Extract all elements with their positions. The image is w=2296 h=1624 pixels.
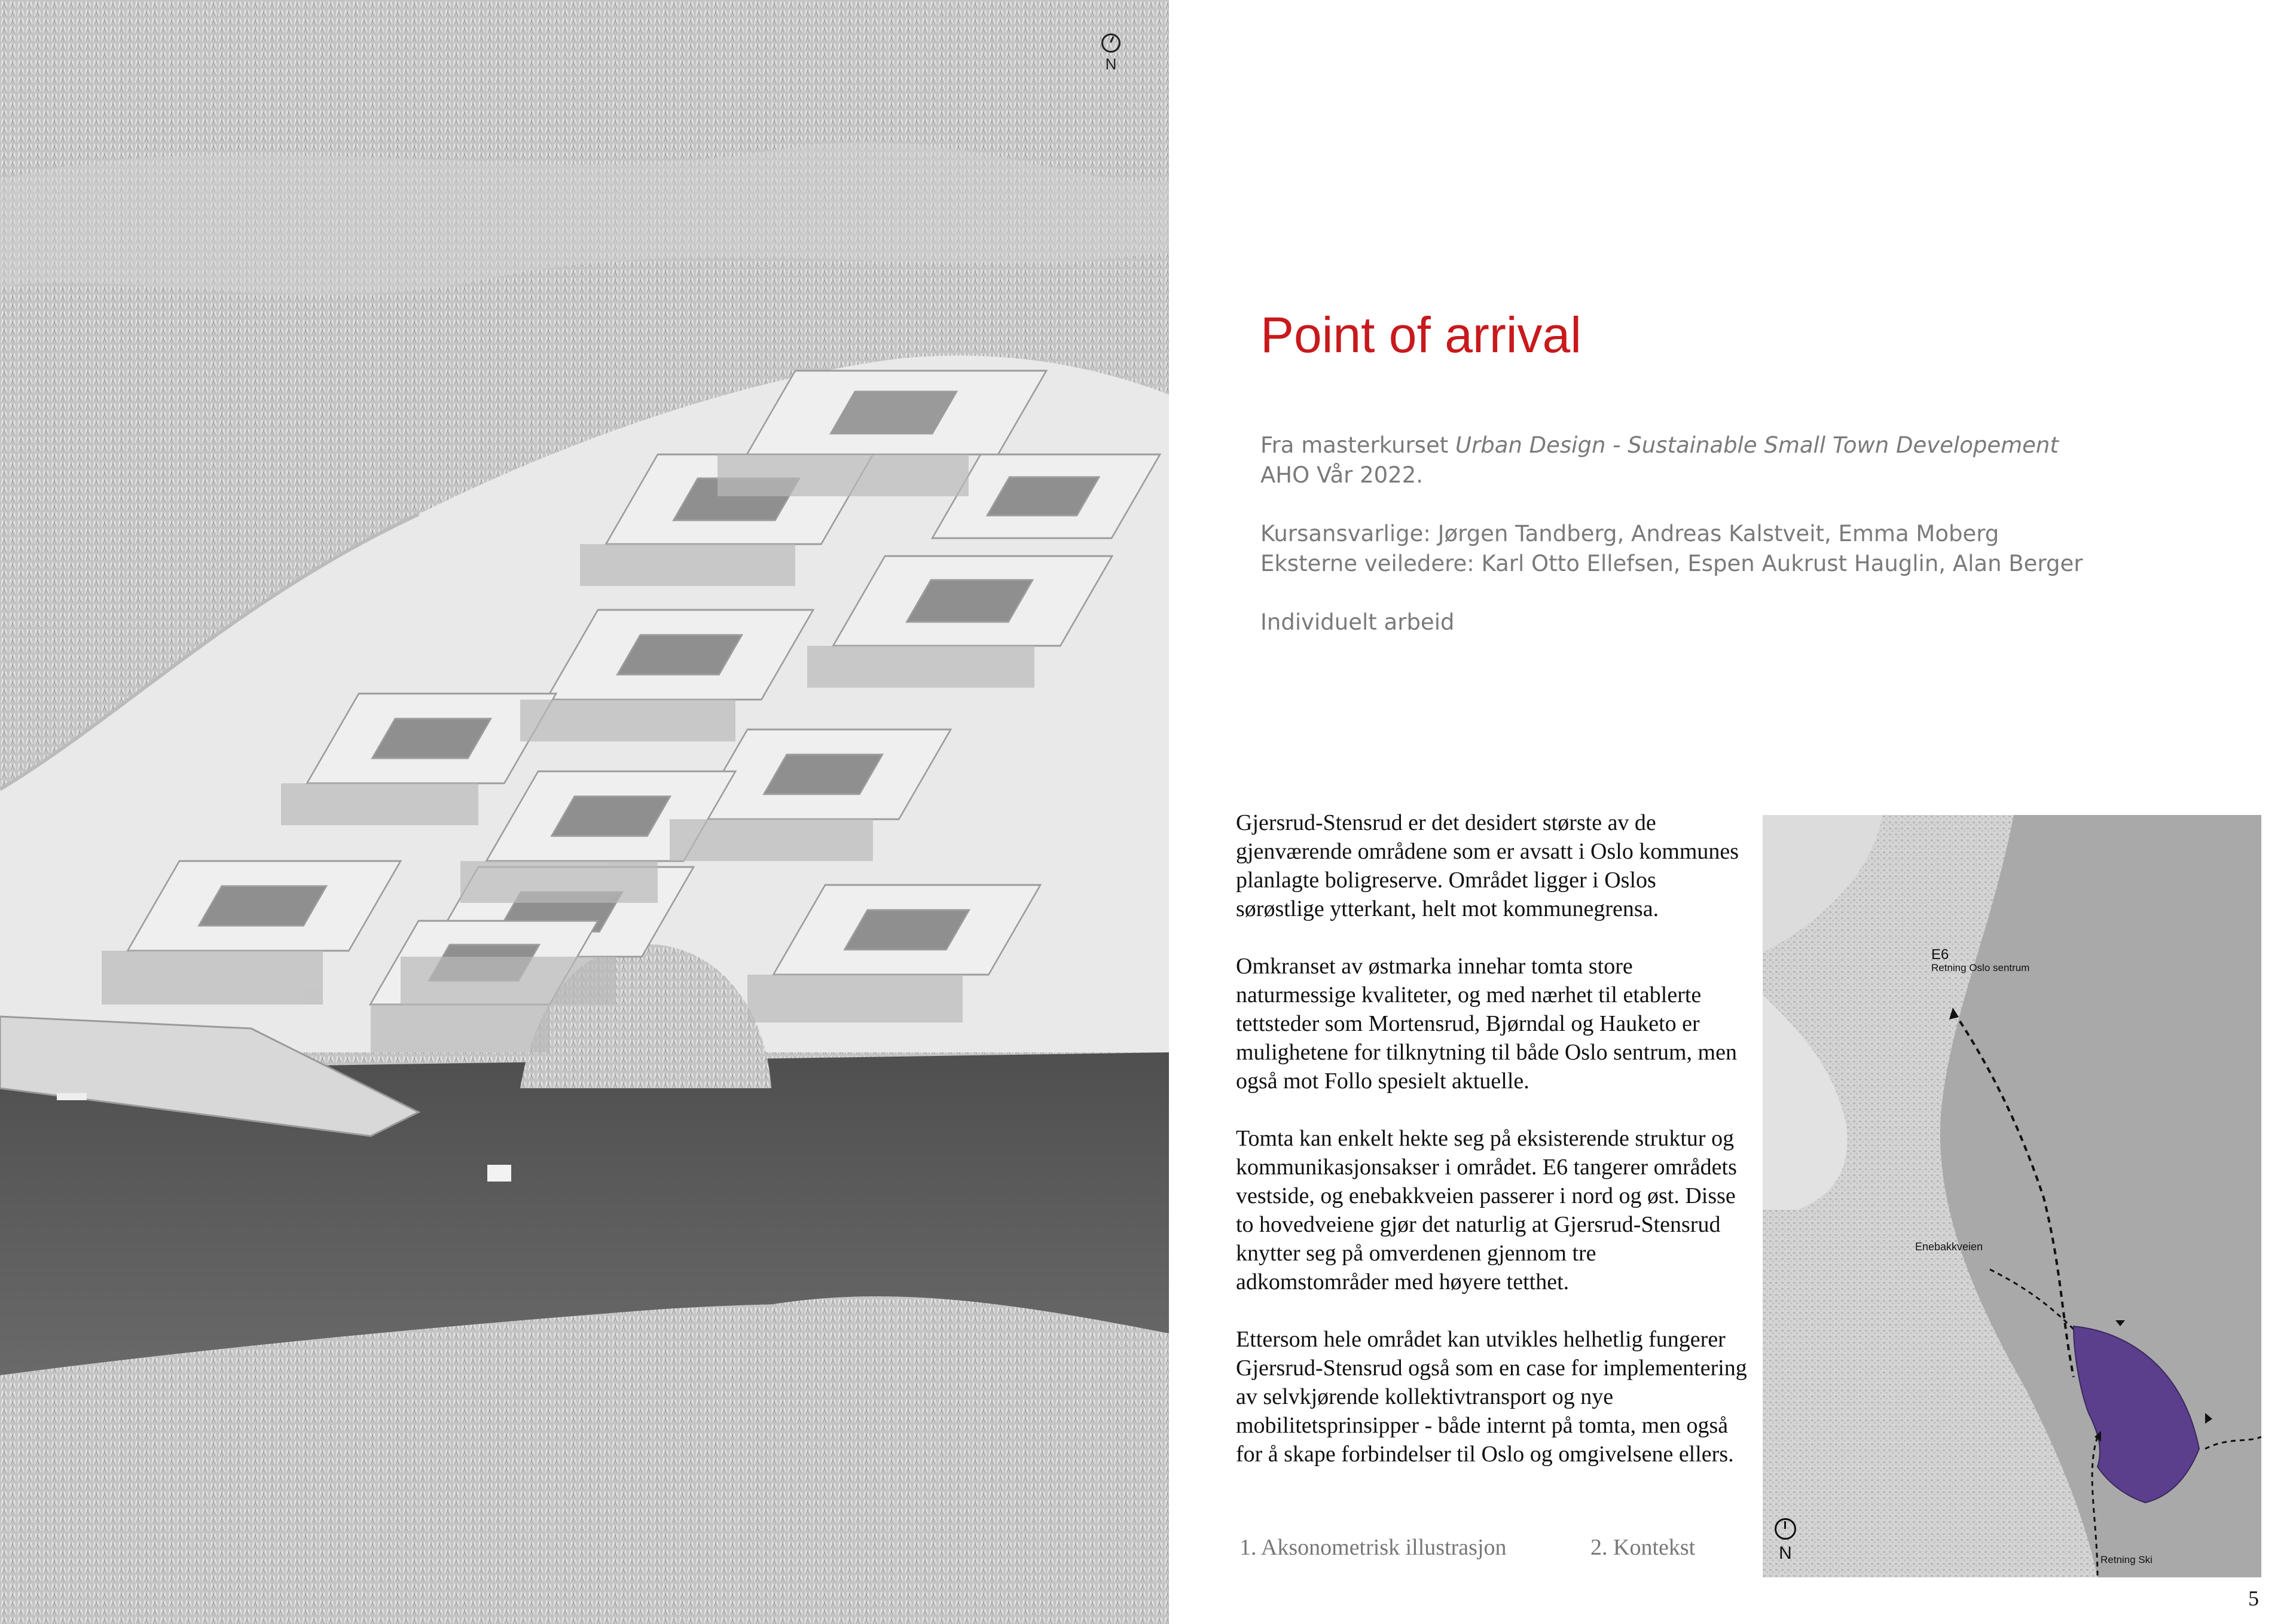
body-text: [1236, 808, 1750, 1497]
map-compass-letter: N: [1779, 1543, 1792, 1563]
responsible-line: Kursansvarlige: Jørgen Tandberg, Andreas Kalstveit, Emma Moberg: [1260, 521, 1999, 547]
school-line: AHO Vår 2022.: [1260, 462, 1424, 488]
advisors-line: Eksterne veiledere: Karl Otto Ellefsen, Espen Aukrust Hauglin, Alan Berger: [1260, 551, 2083, 576]
work-type-line: Individuelt arbeid: [1260, 609, 1455, 635]
compass-letter: N: [1105, 55, 1117, 73]
body-paragraph-2: Omkranset av østmarka innehar tomta store naturmessige kvaliteter, og med nærhet til etablerte tettsteder som Mortensrud, Bjørndal og Hauketo er mulighetene for tilknytning til både Oslo sentrum, men også mot Follo spesielt aktuelle.: [1236, 954, 1737, 1094]
map-label-enebakkveien: Enebakkveien: [1915, 1241, 1983, 1253]
course-name: Urban Design - Sustainable Small Town Developement: [1455, 432, 2059, 458]
course-prefix: Fra masterkurset: [1260, 432, 1455, 458]
illustration-compass: [1101, 33, 1120, 74]
map-label-retning-ski: Retning Ski: [2100, 1554, 2152, 1565]
map-graphic: [1763, 815, 2261, 1577]
map-label-e6-direction: Retning Oslo sentrum: [1931, 962, 2030, 973]
compass-icon: [1101, 33, 1120, 53]
page-number: 5: [2248, 1586, 2259, 1610]
page-title: Point of arrival: [1260, 307, 1581, 363]
map-label-e6: E6: [1931, 947, 1949, 963]
body-paragraph-3: Tomta kan enkelt hekte seg på eksisterende struktur og kommunikasjonsakser i området. E6 tangerer områdets vestside, og enebakkveien passerer i nord og øst. Disse to hovedveiene gjør det naturlig at Gjersrud-Stensrud knytter seg på omverdenen gjennom tre adkomstområder med høyere tetthet.: [1236, 1126, 1737, 1295]
map-compass: [1775, 1518, 1796, 1564]
caption-figure-1: 1. Aksonometrisk illustrasjon: [1239, 1535, 1507, 1560]
caption-figure-2: 2. Kontekst: [1590, 1535, 1696, 1560]
body-paragraph-1: Gjersrud-Stensrud er det desidert største av de gjenværende områdene som er avsatt i Oslo kommunes planlagte boligreserve. Området ligger i Oslos sørøstlige ytterkant, helt mot kommunegrensa.: [1236, 810, 1739, 921]
course-line: [1260, 431, 2059, 460]
body-paragraph-4: Ettersom hele området kan utvikles helhetlig fungerer Gjersrud-Stensrud også som en case for implementering av selvkjørende kollektivtransport og nye mobilitetsprinsipper - både internt på tomta, men også for å skape forbindelser til Oslo og omgivelsene ellers.: [1236, 1327, 1747, 1467]
compass-icon: [1775, 1518, 1796, 1540]
context-map: [1763, 815, 2261, 1577]
